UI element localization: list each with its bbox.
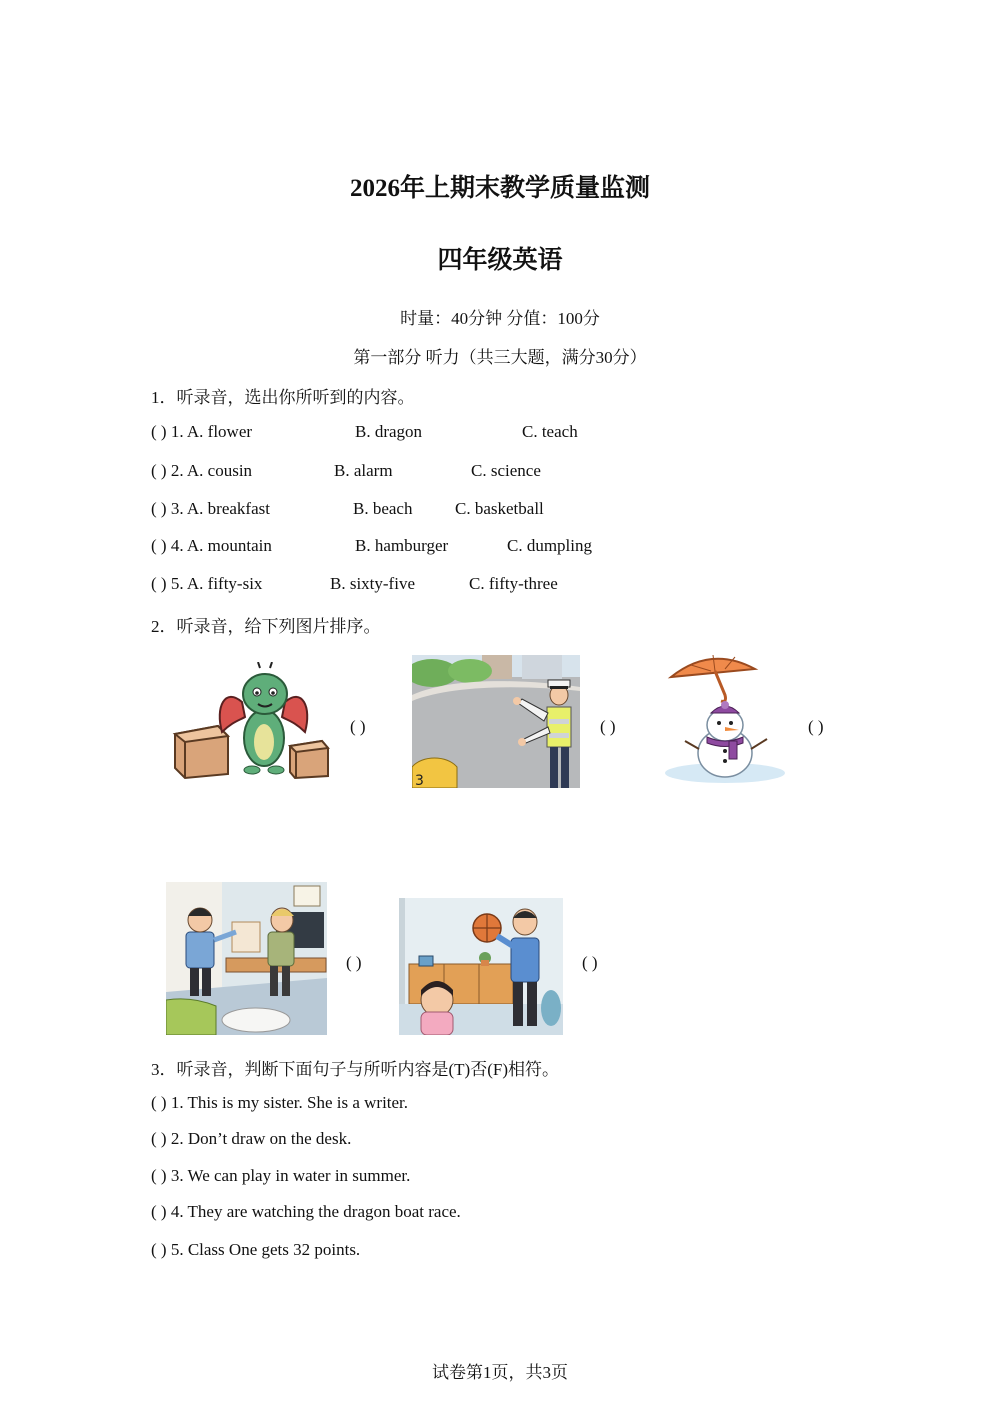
page-footer: 试卷第1页，共3页 xyxy=(432,1363,568,1382)
item-a: ( ) 4. A. mountain xyxy=(151,536,272,555)
section3-item: ( ) 5. Class One gets 32 points. xyxy=(151,1240,361,1259)
order-blank: ( ) xyxy=(350,717,366,736)
item-b: B. dragon xyxy=(355,422,423,441)
boy-basketball-girl-picture xyxy=(399,898,563,1035)
item-a: ( ) 1. A. flower xyxy=(151,422,253,441)
item-b: B. sixty-five xyxy=(330,574,415,593)
order-blank: ( ) xyxy=(808,717,824,736)
order-blank: ( ) xyxy=(600,717,616,736)
order-blank: ( ) xyxy=(582,953,598,972)
traffic-police-picture xyxy=(412,655,580,788)
item-c: C. teach xyxy=(522,422,578,441)
item-c: C. science xyxy=(471,461,541,480)
section2-heading: 2．听录音，给下列图片排序。 xyxy=(151,617,381,636)
item-c: C. dumpling xyxy=(507,536,593,555)
section3-item: ( ) 3. We can play in water in summer. xyxy=(151,1166,411,1185)
section3-item: ( ) 1. This is my sister. She is a writer. xyxy=(151,1093,409,1112)
part-heading: 第一部分 听力（共三大题，满分30分） xyxy=(353,348,647,367)
dragon-with-boxes-picture xyxy=(170,662,332,780)
snowman-umbrella-picture xyxy=(663,651,788,788)
item-c: C. fifty-three xyxy=(469,574,558,593)
exam-info: 时量：40分钟 分值：100分 xyxy=(400,309,600,328)
section3-item: ( ) 4. They are watching the dragon boat race. xyxy=(151,1202,461,1221)
item-a: ( ) 3. A. breakfast xyxy=(151,499,270,518)
svg-text:3: 3 xyxy=(415,773,424,788)
section1-heading: 1．听录音，选出你所听到的内容。 xyxy=(151,388,415,407)
section3-item: ( ) 2. Don’t draw on the desk. xyxy=(151,1129,352,1148)
item-c: C. basketball xyxy=(455,499,544,518)
exam-title: 2026年上期末教学质量监测 xyxy=(349,175,650,202)
item-a: ( ) 5. A. fifty-six xyxy=(151,574,263,593)
item-b: B. alarm xyxy=(334,461,393,480)
item-b: B. beach xyxy=(353,499,413,518)
order-blank: ( ) xyxy=(346,953,362,972)
section3-heading: 3．听录音，判断下面句子与所听内容是(T)否(F)相符。 xyxy=(151,1060,559,1079)
item-a: ( ) 2. A. cousin xyxy=(151,461,253,480)
living-room-boys-picture xyxy=(166,882,327,1035)
item-b: B. hamburger xyxy=(355,536,449,555)
exam-subtitle: 四年级英语 xyxy=(437,247,563,274)
